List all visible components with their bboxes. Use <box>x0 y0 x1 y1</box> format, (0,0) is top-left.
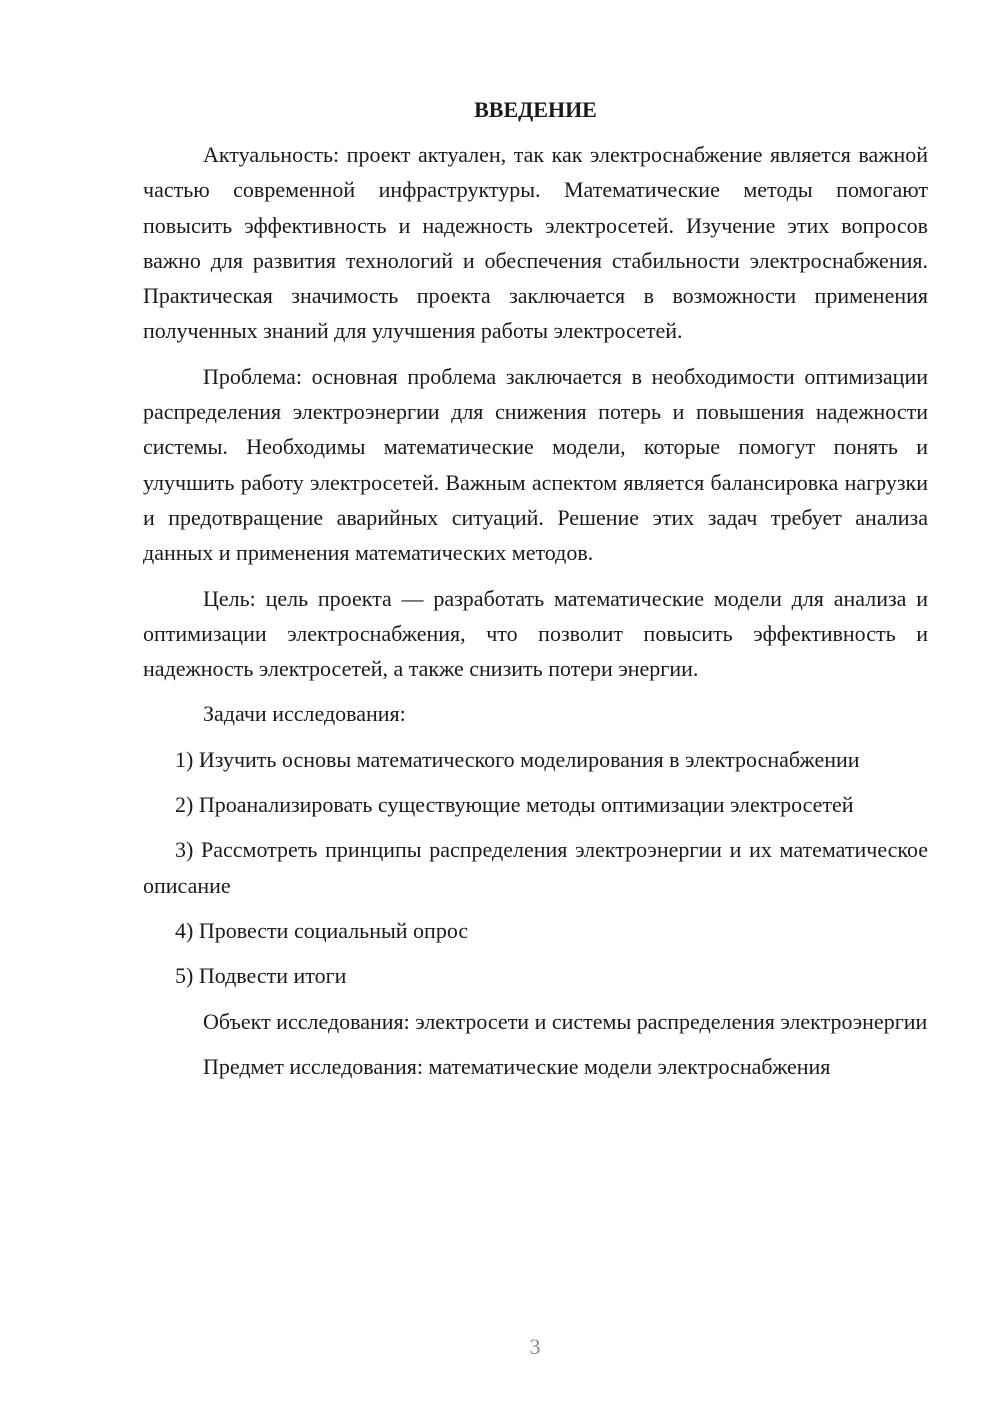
task-item: 5) Подвести итоги <box>175 963 347 989</box>
page-content <box>143 96 928 1094</box>
paragraph-problem: Проблема: основная проблема заключается в необходимости оптимизации распределения электроэнергии для снижения потерь и повышения надежности системы. Необходимы математические модели, которые помогут понять и улучшить работу электросетей. Важным аспектом является балансировка нагрузки и предотвращение аварийных ситуаций. Решение этих задач требует анализа данных и применения математических методов. <box>143 363 928 566</box>
paragraph-object: Объект исследования: электросети и системы распределения электроэнергии <box>203 1008 928 1034</box>
page-number: 3 <box>529 1334 541 1359</box>
task-item: 4) Провести социальный опрос <box>175 917 469 943</box>
task-item: 3) Рассмотреть принципы распределения электроэнергии и их математическое описание <box>143 837 928 898</box>
tasks-heading: Задачи исследования: <box>203 701 406 727</box>
paragraph-relevance: Актуальность: проект актуален, так как электроснабжение является важной частью современной инфраструктуры. Математические методы помогают повысить эффективность и надежность электросетей. Изучение этих вопросов важно для развития технологий и обеспечения стабильности электроснабжения. Практическая значимость проекта заключается в возможности применения полученных знаний для улучшения работы электросетей. <box>143 142 928 344</box>
paragraph-goal: Цель: цель проекта — разработать математические модели для анализа и оптимизации электроснабжения, что позволит повысить эффективность и надежность электросетей, а также снизить потери энергии. <box>143 585 928 682</box>
page-title: ВВЕДЕНИЕ <box>474 97 597 122</box>
task-item: 1) Изучить основы математического моделирования в электроснабжении <box>175 746 860 772</box>
task-item: 2) Проанализировать существующие методы оптимизации электросетей <box>175 792 854 818</box>
paragraph-subject: Предмет исследования: математические модели электроснабжения <box>203 1053 831 1079</box>
